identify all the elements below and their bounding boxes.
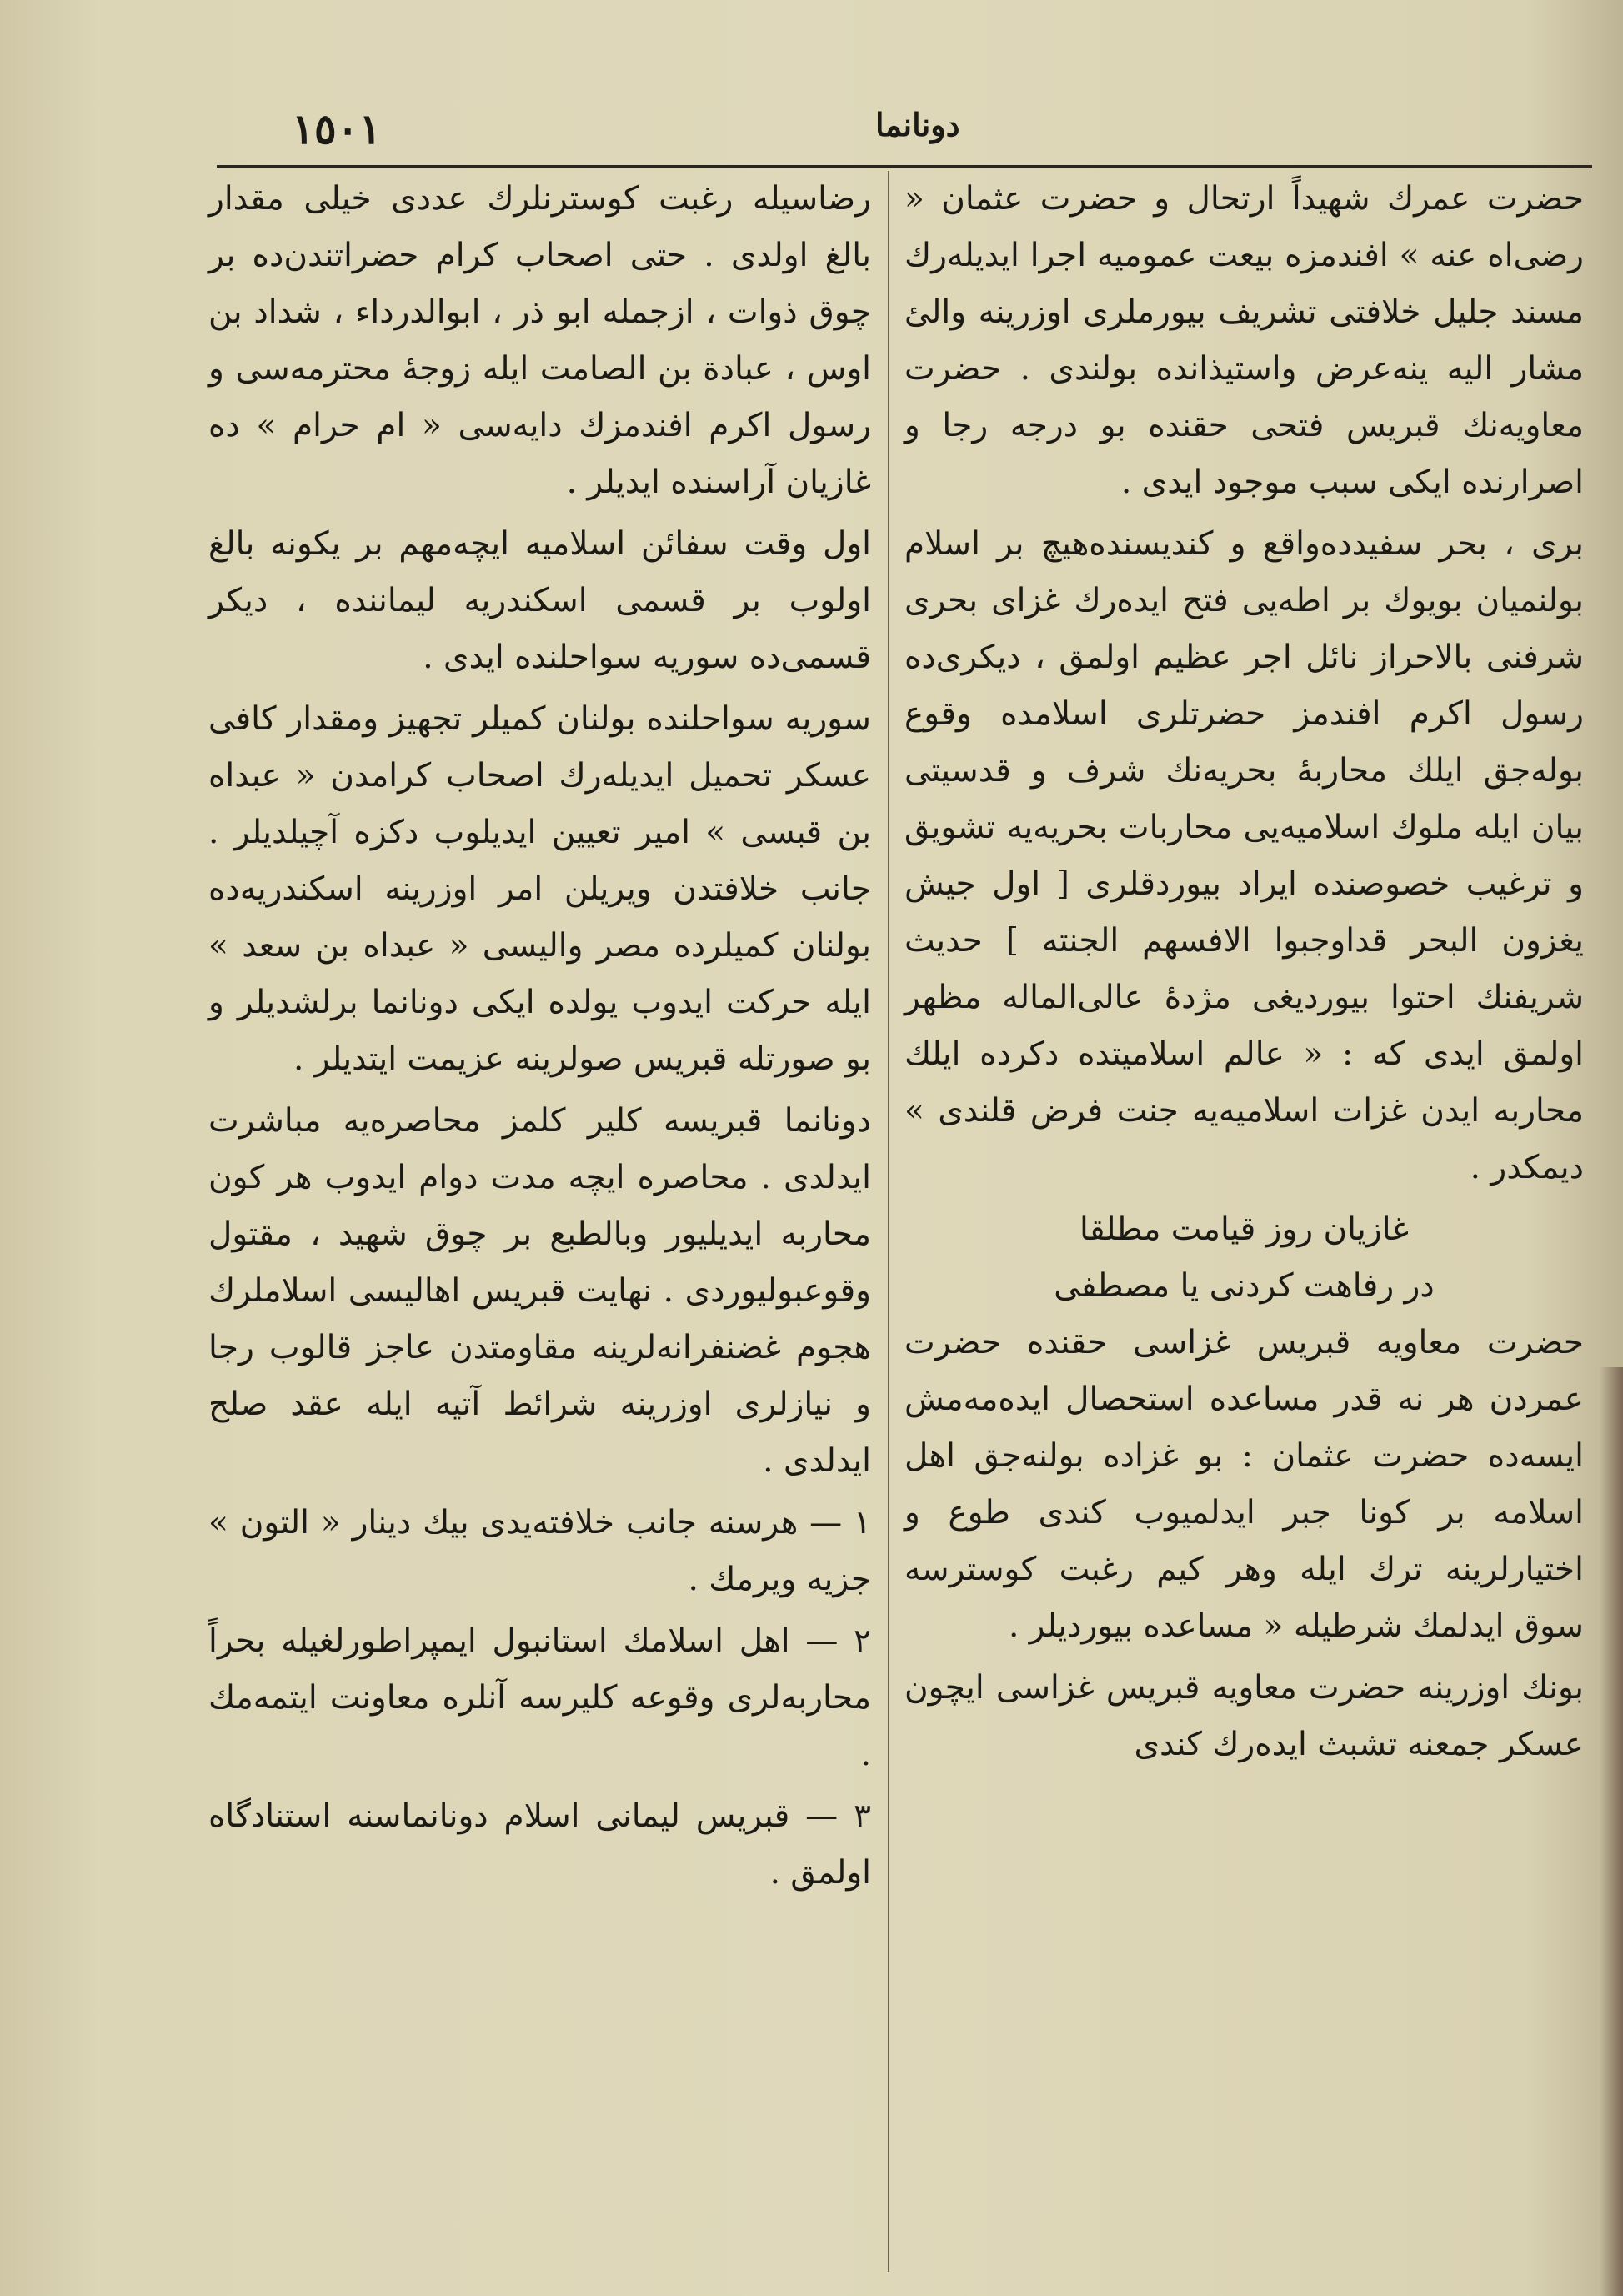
page-number: ١٥٠١ — [292, 104, 382, 153]
paragraph: حضرت عمرك شهيداً ارتحال و حضرت عثمان « رضی‌اه عنه » افندمزه بیعت عمومیه اجرا ایدیله‌رك مسند جليل خلافتی تشريف بيورملری اوزرينه والئ مشار اليه ينه‌عرض واستيذانده بولندی . حضرت معاويه‌نك قبريس فتحی حقنده بو درجه رجا و اصرارنده ايكی سبب موجود ايدی . — [904, 180, 1584, 501]
paragraph: دونانما قبريسه كلير كلمز محاصره‌يه مباشرت ايدلدی . محاصره ايچه مدت دوام ايدوب هر كون محاربه ايديليور وبالطبع بر چوق شهيد ، مقتول وقوعبوليوردی . نهايت قبريس اهاليسی اسلاملرك هجوم غضنفرانه‌لرينه مقاومتدن عاجز قالوب رجا و نيازلری اوزرينه شرائط آتيه ايله عقد صلح ايدلدی . — [208, 1102, 871, 1480]
page-header — [192, 104, 1617, 163]
list-item: ٣ — قبريس ليمانی اسلام دونانماسنه استنادگاه اولمق . — [208, 1797, 871, 1892]
left-column — [208, 171, 871, 1907]
verse-line: غازيان روز قيامت مطلقا — [1079, 1211, 1410, 1248]
paragraph: بونك اوزرينه حضرت معاويه قبريس غزاسی ايچون عسكر جمعنه تشبث ايده‌رك كندی — [904, 1669, 1584, 1763]
page-edge-shadow — [1600, 1367, 1623, 2296]
column-divider — [888, 171, 889, 2272]
paragraph: رضاسيله رغبت كوسترنلرك عددی خيلی مقدار بالغ اولدی . حتی اصحاب كرام حضراتندن‌ده بر چوق ذوات ، ازجمله ابو ذر ، ابوالدرداء ، شداد بن اوس ، عبادة بن الصامت ايله زوجهٔ محترمه‌سی و رسول اكرم افندمزك دايه‌سی « ام حرام » ده غازيان آراسنده ايديلر . — [208, 180, 871, 501]
paragraph: اول وقت سفائن اسلاميه ايچه‌مهم بر يكونه بالغ اولوب بر قسمی اسكندريه ليماننده ، ديكر قسمی‌ده سوريه سواحلنده ايدی . — [208, 525, 871, 676]
paragraph: برى ، بحر سفيدده‌واقع و كنديسنده‌هيچ بر اسلام بولنميان بويوك بر اطه‌يی فتح ايده‌رك غزای بحری شرفنی بالاحراز نائل اجر عظيم اولمق ، ديكری‌ده رسول اكرم افندمز حضرتلری اسلامده وقوع بوله‌جق ايلك محاربهٔ بحريه‌نك شرف و قدسيتی بيان ايله ملوك اسلاميه‌يی محاربات بحريه‌يه تشويق و ترغيب خصوصنده ايراد بيوردقلری [ اول جيش يغزون البحر قداوجبوا الافسهم الجنته ] حديث شريفنك احتوا بيورديغی مژدهٔ عالی‌الماله مظهر اولمق ايدی كه : « عالم اسلاميتده دكرده ايلك محاربه ايدن غزات اسلاميه‌يه جنت فرض قلندی » ديمكدر . — [904, 525, 1584, 1186]
right-column — [904, 171, 1584, 1778]
running-title: دونانما — [875, 106, 960, 143]
header-rule — [217, 165, 1592, 168]
paragraph: سوريه سواحلنده بولنان كميلر تجهيز ومقدار كافی عسكر تحميل ايديله‌رك اصحاب كرامدن « عبداه بن قبسی » امير تعيين ايديلوب دكزه آچيلديلر . جانب خلافتدن ويريلن امر اوزرينه اسكندريه‌ده بولنان كميلرده مصر واليسی « عبداه بن سعد » ايله حركت ايدوب يولده ايكی دونانما برلشديلر و بو صورتله قبريس صولرينه عزيمت ايتديلر . — [208, 700, 871, 1078]
list-item: ١ — هرسنه جانب خلافته‌يدی بيك دينار « التون » جزيه ويرمك . — [208, 1504, 871, 1598]
verse-line: در رفاهت كردنی يا مصطفی — [1054, 1267, 1435, 1305]
list-item: ٢ — اهل اسلامك استانبول ايمپراطورلغيله بحراً محاربه‌لری وقوعه كليرسه آنلره معاونت ايتمه‌مك . — [208, 1622, 871, 1773]
paragraph: حضرت معاويه قبريس غزاسی حقنده حضرت عمردن هر نه قدر مساعده استحصال ايده‌مه‌مش ايسه‌ده حضرت عثمان : بو غزاده بولنه‌جق اهل اسلامه بر كونا جبر ايدلميوب كندی طوع و اختيارلرينه ترك ايله وهر كيم رغبت كوسترسه سوق ايدلمك شرطيله « مساعده بيورديلر . — [904, 1324, 1584, 1645]
